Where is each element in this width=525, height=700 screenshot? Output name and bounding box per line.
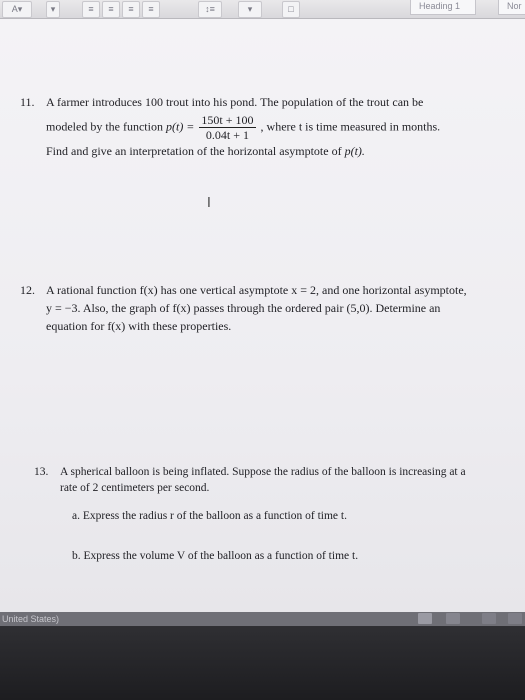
print-layout-view-icon[interactable] bbox=[418, 613, 432, 624]
question-11 bbox=[20, 93, 500, 160]
question-text-line2-post: , where t is time measured in months. bbox=[260, 119, 441, 134]
question-text-line3: Find and give an interpretation of the horizontal asymptote of bbox=[46, 144, 342, 158]
question-text-line1: A farmer introduces 100 trout into his pond. The population of the trout can be bbox=[46, 95, 424, 109]
function-name: p(t) = bbox=[165, 119, 195, 134]
outline-view-icon[interactable] bbox=[482, 613, 496, 624]
line-spacing-icon[interactable]: ↕≡ bbox=[198, 1, 222, 18]
fraction bbox=[199, 113, 255, 142]
question-12 bbox=[20, 281, 525, 335]
question-13 bbox=[34, 464, 514, 496]
question-text-line1: A spherical balloon is being inflated. Suppose the radius of the balloon is increasing at a bbox=[60, 466, 466, 478]
question-text-line1: A rational function f(x) has one vertical asymptote x = 2, and one horizontal asymptote, bbox=[46, 283, 467, 297]
fraction-denominator: 0.04t + 1 bbox=[205, 128, 250, 142]
question-13-part-b: b. Express the volume V of the balloon as a function of time t. bbox=[72, 550, 359, 562]
question-number: 13. bbox=[34, 466, 49, 478]
status-bar bbox=[0, 612, 525, 626]
align-left-icon[interactable]: ≡ bbox=[82, 1, 100, 18]
question-text-line2: y = −3. Also, the graph of f(x) passes through the ordered pair (5,0). Determine an bbox=[46, 301, 441, 315]
question-13-part-a: a. Express the radius r of the balloon as a function of time t. bbox=[72, 510, 347, 522]
function-ref: p(t). bbox=[344, 144, 365, 158]
document-page[interactable] bbox=[0, 19, 525, 612]
style-normal[interactable]: Nor bbox=[498, 0, 525, 15]
question-text-line2-pre: modeled by the function bbox=[46, 119, 163, 134]
question-number: 12. bbox=[20, 283, 35, 297]
fraction-numerator: 150t + 100 bbox=[201, 113, 254, 127]
align-center-icon[interactable]: ≡ bbox=[102, 1, 120, 18]
text-cursor-icon: I bbox=[207, 196, 211, 211]
question-text-line2: rate of 2 centimeters per second. bbox=[60, 482, 210, 494]
question-text-line3: equation for f(x) with these properties. bbox=[46, 319, 232, 333]
web-layout-view-icon[interactable] bbox=[446, 613, 460, 624]
screen-bezel bbox=[0, 626, 525, 700]
font-color-button[interactable]: A▾ bbox=[2, 1, 32, 18]
align-right-icon[interactable]: ≡ bbox=[122, 1, 140, 18]
draft-view-icon[interactable] bbox=[508, 613, 522, 624]
language-indicator[interactable]: United States) bbox=[2, 614, 60, 624]
toolbar-ribbon bbox=[0, 0, 525, 19]
borders-icon[interactable]: □ bbox=[282, 1, 300, 18]
question-number: 11. bbox=[20, 95, 35, 109]
style-heading1[interactable]: Heading 1 bbox=[410, 0, 476, 15]
highlight-dropdown-icon[interactable]: ▾ bbox=[46, 1, 60, 18]
justify-icon[interactable]: ≡ bbox=[142, 1, 160, 18]
shading-icon[interactable]: ▾ bbox=[238, 1, 262, 18]
